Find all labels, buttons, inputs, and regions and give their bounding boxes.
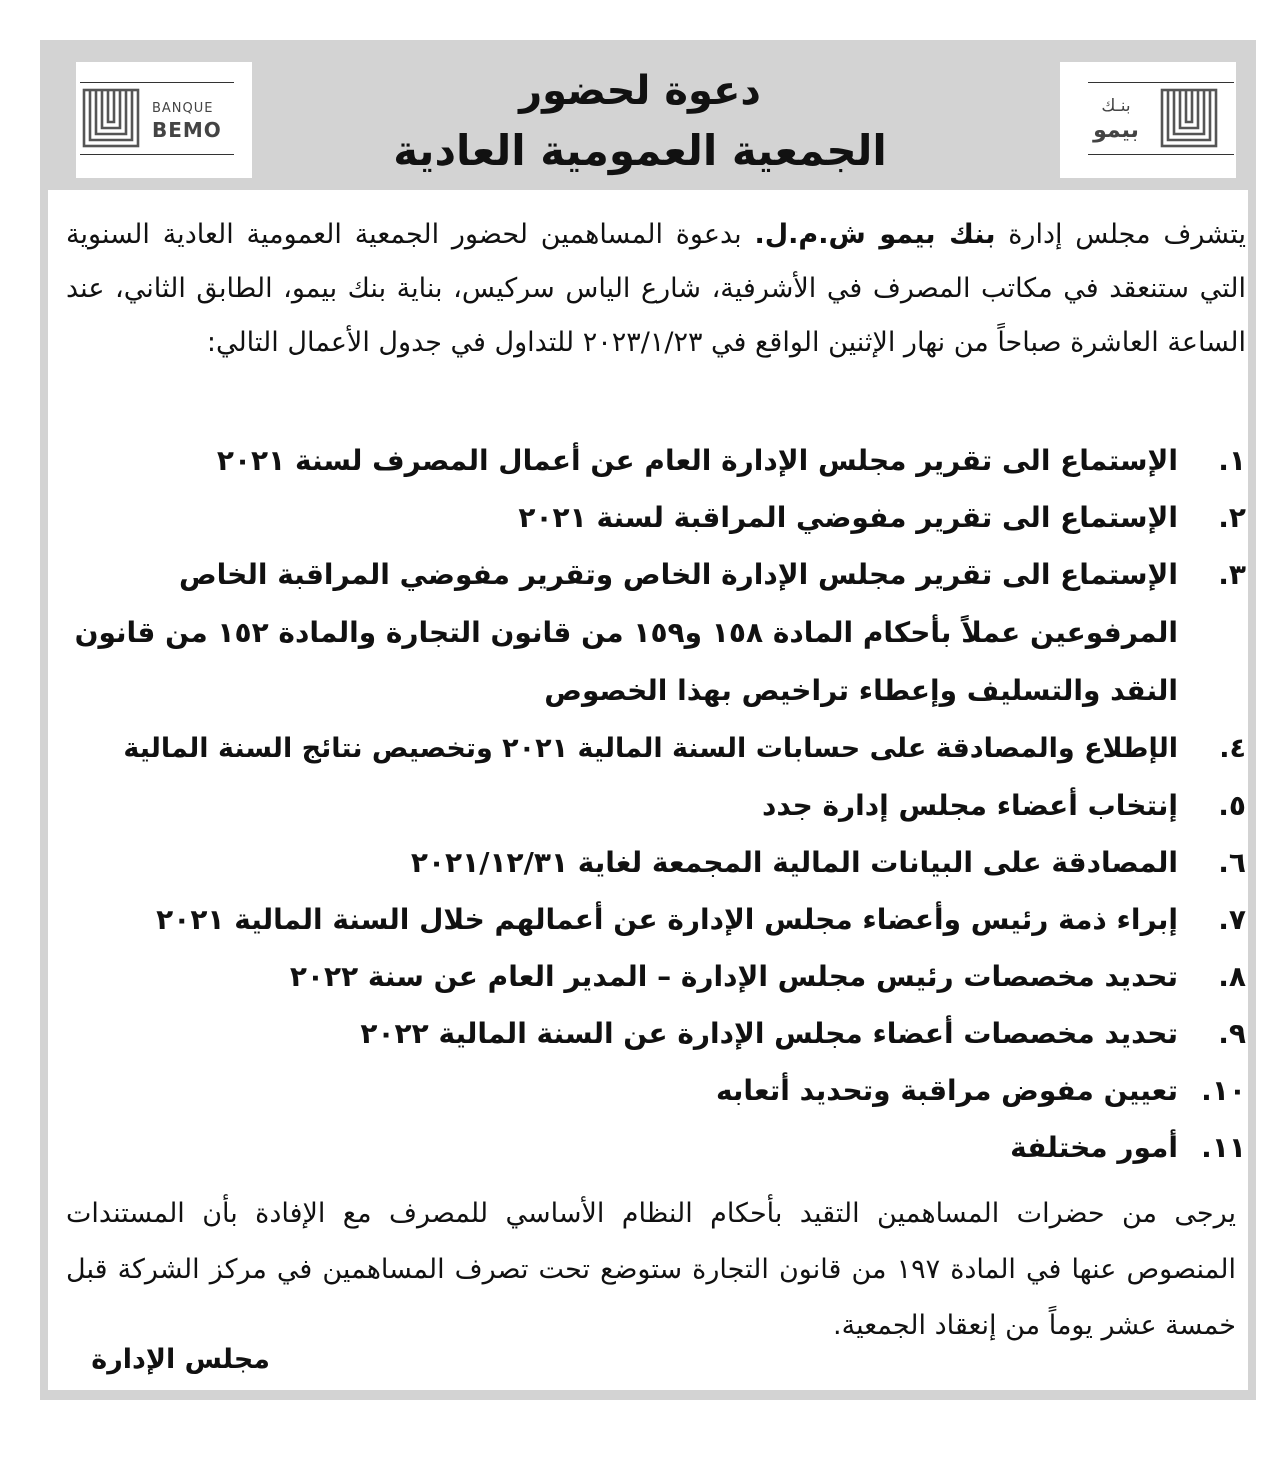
agenda-item-number: ٧. [1218,903,1246,936]
logo-latin-line1: BANQUE [152,101,214,116]
bank-name: بنك بيمو ش.م.ل. [754,219,996,250]
agenda-item [66,1062,1246,1119]
intro-text-part2: بدعوة المساهمين لحضور الجمعية العمومية العادية السنوية التي ستنعقد في مكاتب المصرف في الأشرفية، شارع الياس سركيس، بناية بنك بيمو، الطابق الثاني، عند الساعة العاشرة صباحاً من نهار الإثنين الواقع في ٢٠٢٣/١/٢٣ للتداول في جدول الأعمال التالي: [66,219,1246,358]
agenda-item-number: ١٠. [1201,1074,1246,1107]
agenda-item-text: تعيين مفوض مراقبة وتحديد أتعابه [715,1074,1178,1107]
bank-logo-arabic [1060,62,1236,178]
agenda-item-text: أمور مختلفة [1010,1131,1178,1164]
agenda-item-number: ٨. [1218,960,1246,993]
agenda-item-text: إنتخاب أعضاء مجلس إدارة جدد [762,789,1178,822]
agenda-item [66,432,1246,489]
agenda-item [66,720,1246,777]
notice-subtitle: الجمعية العمومية العادية [393,126,887,175]
signature: مجلس الإدارة [91,1344,270,1375]
agenda-item [66,1119,1246,1176]
agenda-item-number: ٥. [1218,789,1246,822]
logo-arabic-line1: بنـك [1101,96,1131,116]
bank-logo-latin [76,62,252,178]
agenda-item-text: الإطلاع والمصادقة على حسابات السنة المالية ٢٠٢١ وتخصيص نتائج السنة المالية [123,733,1178,764]
agenda-item [66,948,1246,1005]
agenda-item-number: ٩. [1218,1017,1246,1050]
agenda-item-number: ٣. [1218,558,1246,591]
agenda-item [66,834,1246,891]
agenda-item [66,891,1246,948]
agenda-item-number: ١١. [1201,1131,1246,1164]
logo-arabic-line2: بيمو [1093,118,1139,143]
intro-text-part1: يتشرف مجلس إدارة [995,219,1246,250]
agenda-item [66,489,1246,546]
invitation-paragraph [66,208,1246,370]
agenda-item [66,546,1246,720]
agenda-item-number: ٤. [1219,733,1246,764]
agenda-item [66,1005,1246,1062]
closing-paragraph: يرجى من حضرات المساهمين التقيد بأحكام النظام الأساسي للمصرف مع الإفادة بأن المستندات المنصوص عنها في المادة ١٩٧ من قانون التجارة ستوضع تحت تصرف المساهمين في مركز الشركة قبل خمسة عشر يوماً من إنعقاد الجمعية. [66,1198,1236,1341]
bemo-monogram-icon [1160,88,1218,148]
logo-latin-line2: BEMO [152,118,222,142]
agenda-item [66,777,1246,834]
agenda-list [66,432,1246,1176]
agenda-item-number: ٦. [1218,846,1246,879]
agenda-item-text: تحديد مخصصات أعضاء مجلس الإدارة عن السنة المالية ٢٠٢٢ [360,1017,1178,1050]
agenda-item-text: المصادقة على البيانات المالية المجمعة لغاية ٢٠٢١/١٢/٣١ [410,846,1178,879]
bemo-monogram-icon [82,88,140,148]
agenda-item-number: ٢. [1218,501,1246,534]
agenda-item-text: تحديد مخصصات رئيس مجلس الإدارة – المدير العام عن سنة ٢٠٢٢ [289,960,1178,993]
agenda-item-text: الإستماع الى تقرير مجلس الإدارة العام عن أعمال المصرف لسنة ٢٠٢١ [216,444,1178,477]
agenda-item-number: ١. [1218,444,1246,477]
agenda-item-text: الإستماع الى تقرير مفوضي المراقبة لسنة ٢٠٢١ [518,501,1178,534]
agenda-item-text: إبراء ذمة رئيس وأعضاء مجلس الإدارة عن أعمالهم خلال السنة المالية ٢٠٢١ [156,903,1178,936]
agenda-item-text: الإستماع الى تقرير مجلس الإدارة الخاص وتقرير مفوضي المراقبة الخاص المرفوعين عملاً بأحكام المادة ١٥٨ و١٥٩ من قانون التجارة والمادة ١٥٢ من قانون النقد والتسليف وإعطاء تراخيص بهذا الخصوص [74,558,1178,707]
notice-title: دعوة لحضور [519,68,761,114]
